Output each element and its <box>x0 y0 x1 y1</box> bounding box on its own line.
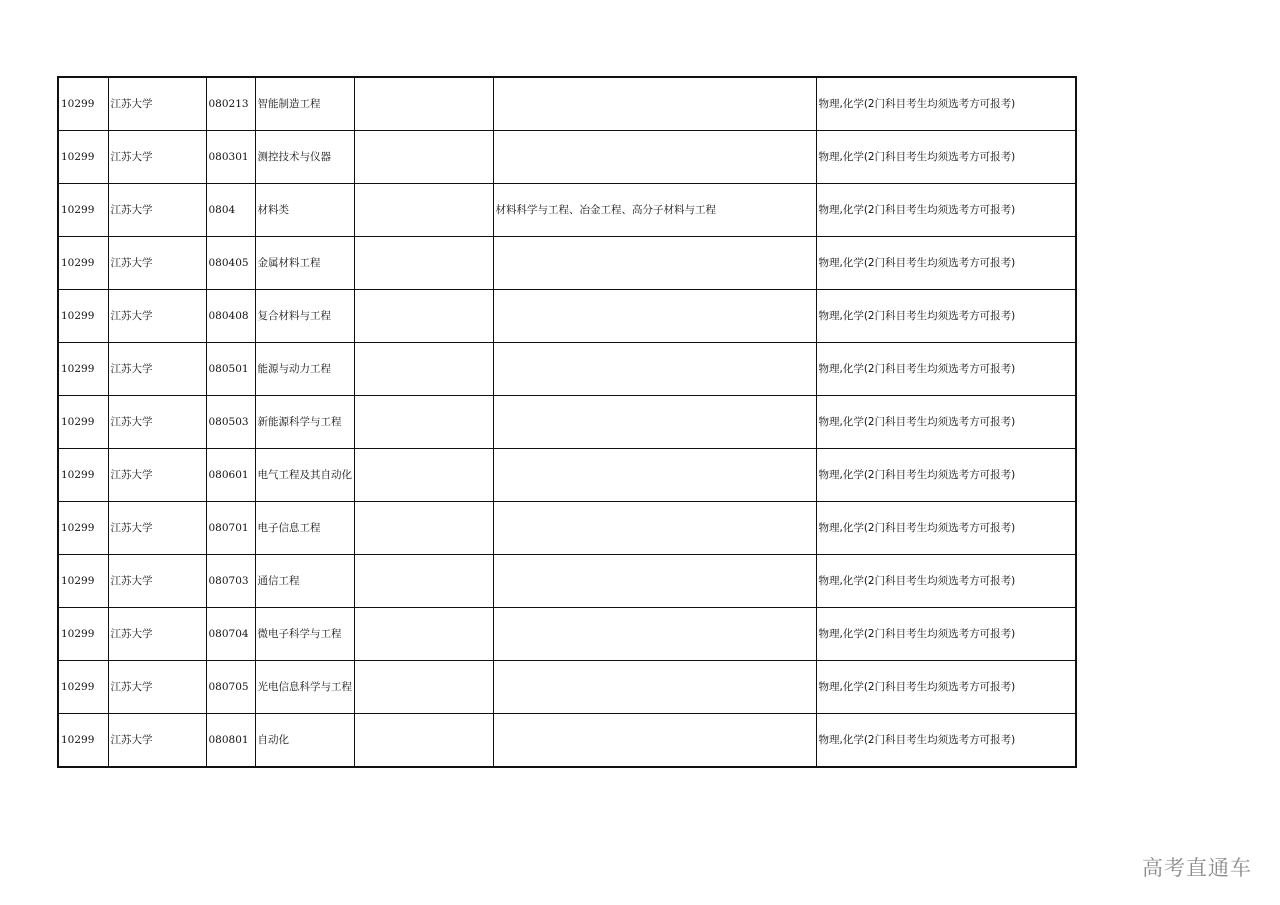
subject-requirement-cell: 物理,化学(2门科目考生均须选考方可报考) <box>816 396 1076 449</box>
subject-requirement-cell: 物理,化学(2门科目考生均须选考方可报考) <box>816 77 1076 131</box>
included-majors-cell <box>493 343 816 396</box>
school-code-cell: 10299 <box>58 608 108 661</box>
major-code-cell: 080408 <box>206 290 255 343</box>
school-name-cell: 江苏大学 <box>108 502 206 555</box>
table-row <box>58 77 1076 131</box>
major-code-cell: 080801 <box>206 714 255 768</box>
table-row <box>58 396 1076 449</box>
subject-requirement-cell: 物理,化学(2门科目考生均须选考方可报考) <box>816 131 1076 184</box>
school-code-cell: 10299 <box>58 77 108 131</box>
table-row <box>58 237 1076 290</box>
major-name-cell: 电气工程及其自动化 <box>255 449 354 502</box>
major-code-cell: 080301 <box>206 131 255 184</box>
table-row <box>58 714 1076 768</box>
note-cell <box>354 661 493 714</box>
subject-requirement-cell: 物理,化学(2门科目考生均须选考方可报考) <box>816 290 1076 343</box>
note-cell <box>354 502 493 555</box>
major-name-cell: 智能制造工程 <box>255 77 354 131</box>
watermark: 高考直通车 <box>1142 856 1252 880</box>
table-row <box>58 608 1076 661</box>
major-name-cell: 测控技术与仪器 <box>255 131 354 184</box>
school-name-cell: 江苏大学 <box>108 661 206 714</box>
school-code-cell: 10299 <box>58 396 108 449</box>
included-majors-cell <box>493 131 816 184</box>
school-name-cell: 江苏大学 <box>108 714 206 768</box>
major-name-cell: 电子信息工程 <box>255 502 354 555</box>
major-code-cell: 080601 <box>206 449 255 502</box>
subject-requirement-cell: 物理,化学(2门科目考生均须选考方可报考) <box>816 237 1076 290</box>
included-majors-cell <box>493 661 816 714</box>
note-cell <box>354 290 493 343</box>
major-code-cell: 080701 <box>206 502 255 555</box>
major-name-cell: 复合材料与工程 <box>255 290 354 343</box>
school-code-cell: 10299 <box>58 661 108 714</box>
note-cell <box>354 343 493 396</box>
included-majors-cell <box>493 608 816 661</box>
note-cell <box>354 77 493 131</box>
subject-requirement-cell: 物理,化学(2门科目考生均须选考方可报考) <box>816 449 1076 502</box>
major-code-cell: 0804 <box>206 184 255 237</box>
school-code-cell: 10299 <box>58 502 108 555</box>
included-majors-cell <box>493 290 816 343</box>
subject-requirement-cell: 物理,化学(2门科目考生均须选考方可报考) <box>816 661 1076 714</box>
table-row <box>58 449 1076 502</box>
major-code-cell: 080405 <box>206 237 255 290</box>
major-name-cell: 通信工程 <box>255 555 354 608</box>
school-name-cell: 江苏大学 <box>108 343 206 396</box>
note-cell <box>354 449 493 502</box>
included-majors-cell <box>493 449 816 502</box>
subject-requirements-table <box>57 76 1077 768</box>
school-code-cell: 10299 <box>58 714 108 768</box>
school-code-cell: 10299 <box>58 237 108 290</box>
table-row <box>58 131 1076 184</box>
table-row <box>58 343 1076 396</box>
included-majors-cell <box>493 77 816 131</box>
school-name-cell: 江苏大学 <box>108 131 206 184</box>
included-majors-cell <box>493 396 816 449</box>
note-cell <box>354 131 493 184</box>
included-majors-cell <box>493 502 816 555</box>
included-majors-cell <box>493 237 816 290</box>
subject-requirement-cell: 物理,化学(2门科目考生均须选考方可报考) <box>816 502 1076 555</box>
included-majors-cell: 材料科学与工程、冶金工程、高分子材料与工程 <box>493 184 816 237</box>
subject-requirement-cell: 物理,化学(2门科目考生均须选考方可报考) <box>816 608 1076 661</box>
school-name-cell: 江苏大学 <box>108 396 206 449</box>
school-name-cell: 江苏大学 <box>108 290 206 343</box>
school-code-cell: 10299 <box>58 555 108 608</box>
subject-requirement-cell: 物理,化学(2门科目考生均须选考方可报考) <box>816 714 1076 768</box>
note-cell <box>354 396 493 449</box>
school-code-cell: 10299 <box>58 343 108 396</box>
note-cell <box>354 555 493 608</box>
included-majors-cell <box>493 714 816 768</box>
note-cell <box>354 714 493 768</box>
note-cell <box>354 184 493 237</box>
major-name-cell: 能源与动力工程 <box>255 343 354 396</box>
major-code-cell: 080503 <box>206 396 255 449</box>
major-code-cell: 080703 <box>206 555 255 608</box>
note-cell <box>354 608 493 661</box>
table-row <box>58 661 1076 714</box>
school-name-cell: 江苏大学 <box>108 77 206 131</box>
major-name-cell: 自动化 <box>255 714 354 768</box>
school-code-cell: 10299 <box>58 184 108 237</box>
school-code-cell: 10299 <box>58 131 108 184</box>
school-name-cell: 江苏大学 <box>108 555 206 608</box>
major-name-cell: 材料类 <box>255 184 354 237</box>
school-name-cell: 江苏大学 <box>108 184 206 237</box>
table-row <box>58 502 1076 555</box>
table-body <box>58 77 1076 767</box>
subject-requirement-cell: 物理,化学(2门科目考生均须选考方可报考) <box>816 184 1076 237</box>
major-code-cell: 080213 <box>206 77 255 131</box>
note-cell <box>354 237 493 290</box>
major-name-cell: 金属材料工程 <box>255 237 354 290</box>
subject-requirement-cell: 物理,化学(2门科目考生均须选考方可报考) <box>816 555 1076 608</box>
school-name-cell: 江苏大学 <box>108 449 206 502</box>
table-row <box>58 184 1076 237</box>
school-code-cell: 10299 <box>58 449 108 502</box>
major-code-cell: 080501 <box>206 343 255 396</box>
subject-requirement-cell: 物理,化学(2门科目考生均须选考方可报考) <box>816 343 1076 396</box>
table-row <box>58 290 1076 343</box>
major-code-cell: 080704 <box>206 608 255 661</box>
table-row <box>58 555 1076 608</box>
major-code-cell: 080705 <box>206 661 255 714</box>
included-majors-cell <box>493 555 816 608</box>
major-name-cell: 新能源科学与工程 <box>255 396 354 449</box>
school-code-cell: 10299 <box>58 290 108 343</box>
major-name-cell: 光电信息科学与工程 <box>255 661 354 714</box>
major-name-cell: 微电子科学与工程 <box>255 608 354 661</box>
school-name-cell: 江苏大学 <box>108 237 206 290</box>
school-name-cell: 江苏大学 <box>108 608 206 661</box>
